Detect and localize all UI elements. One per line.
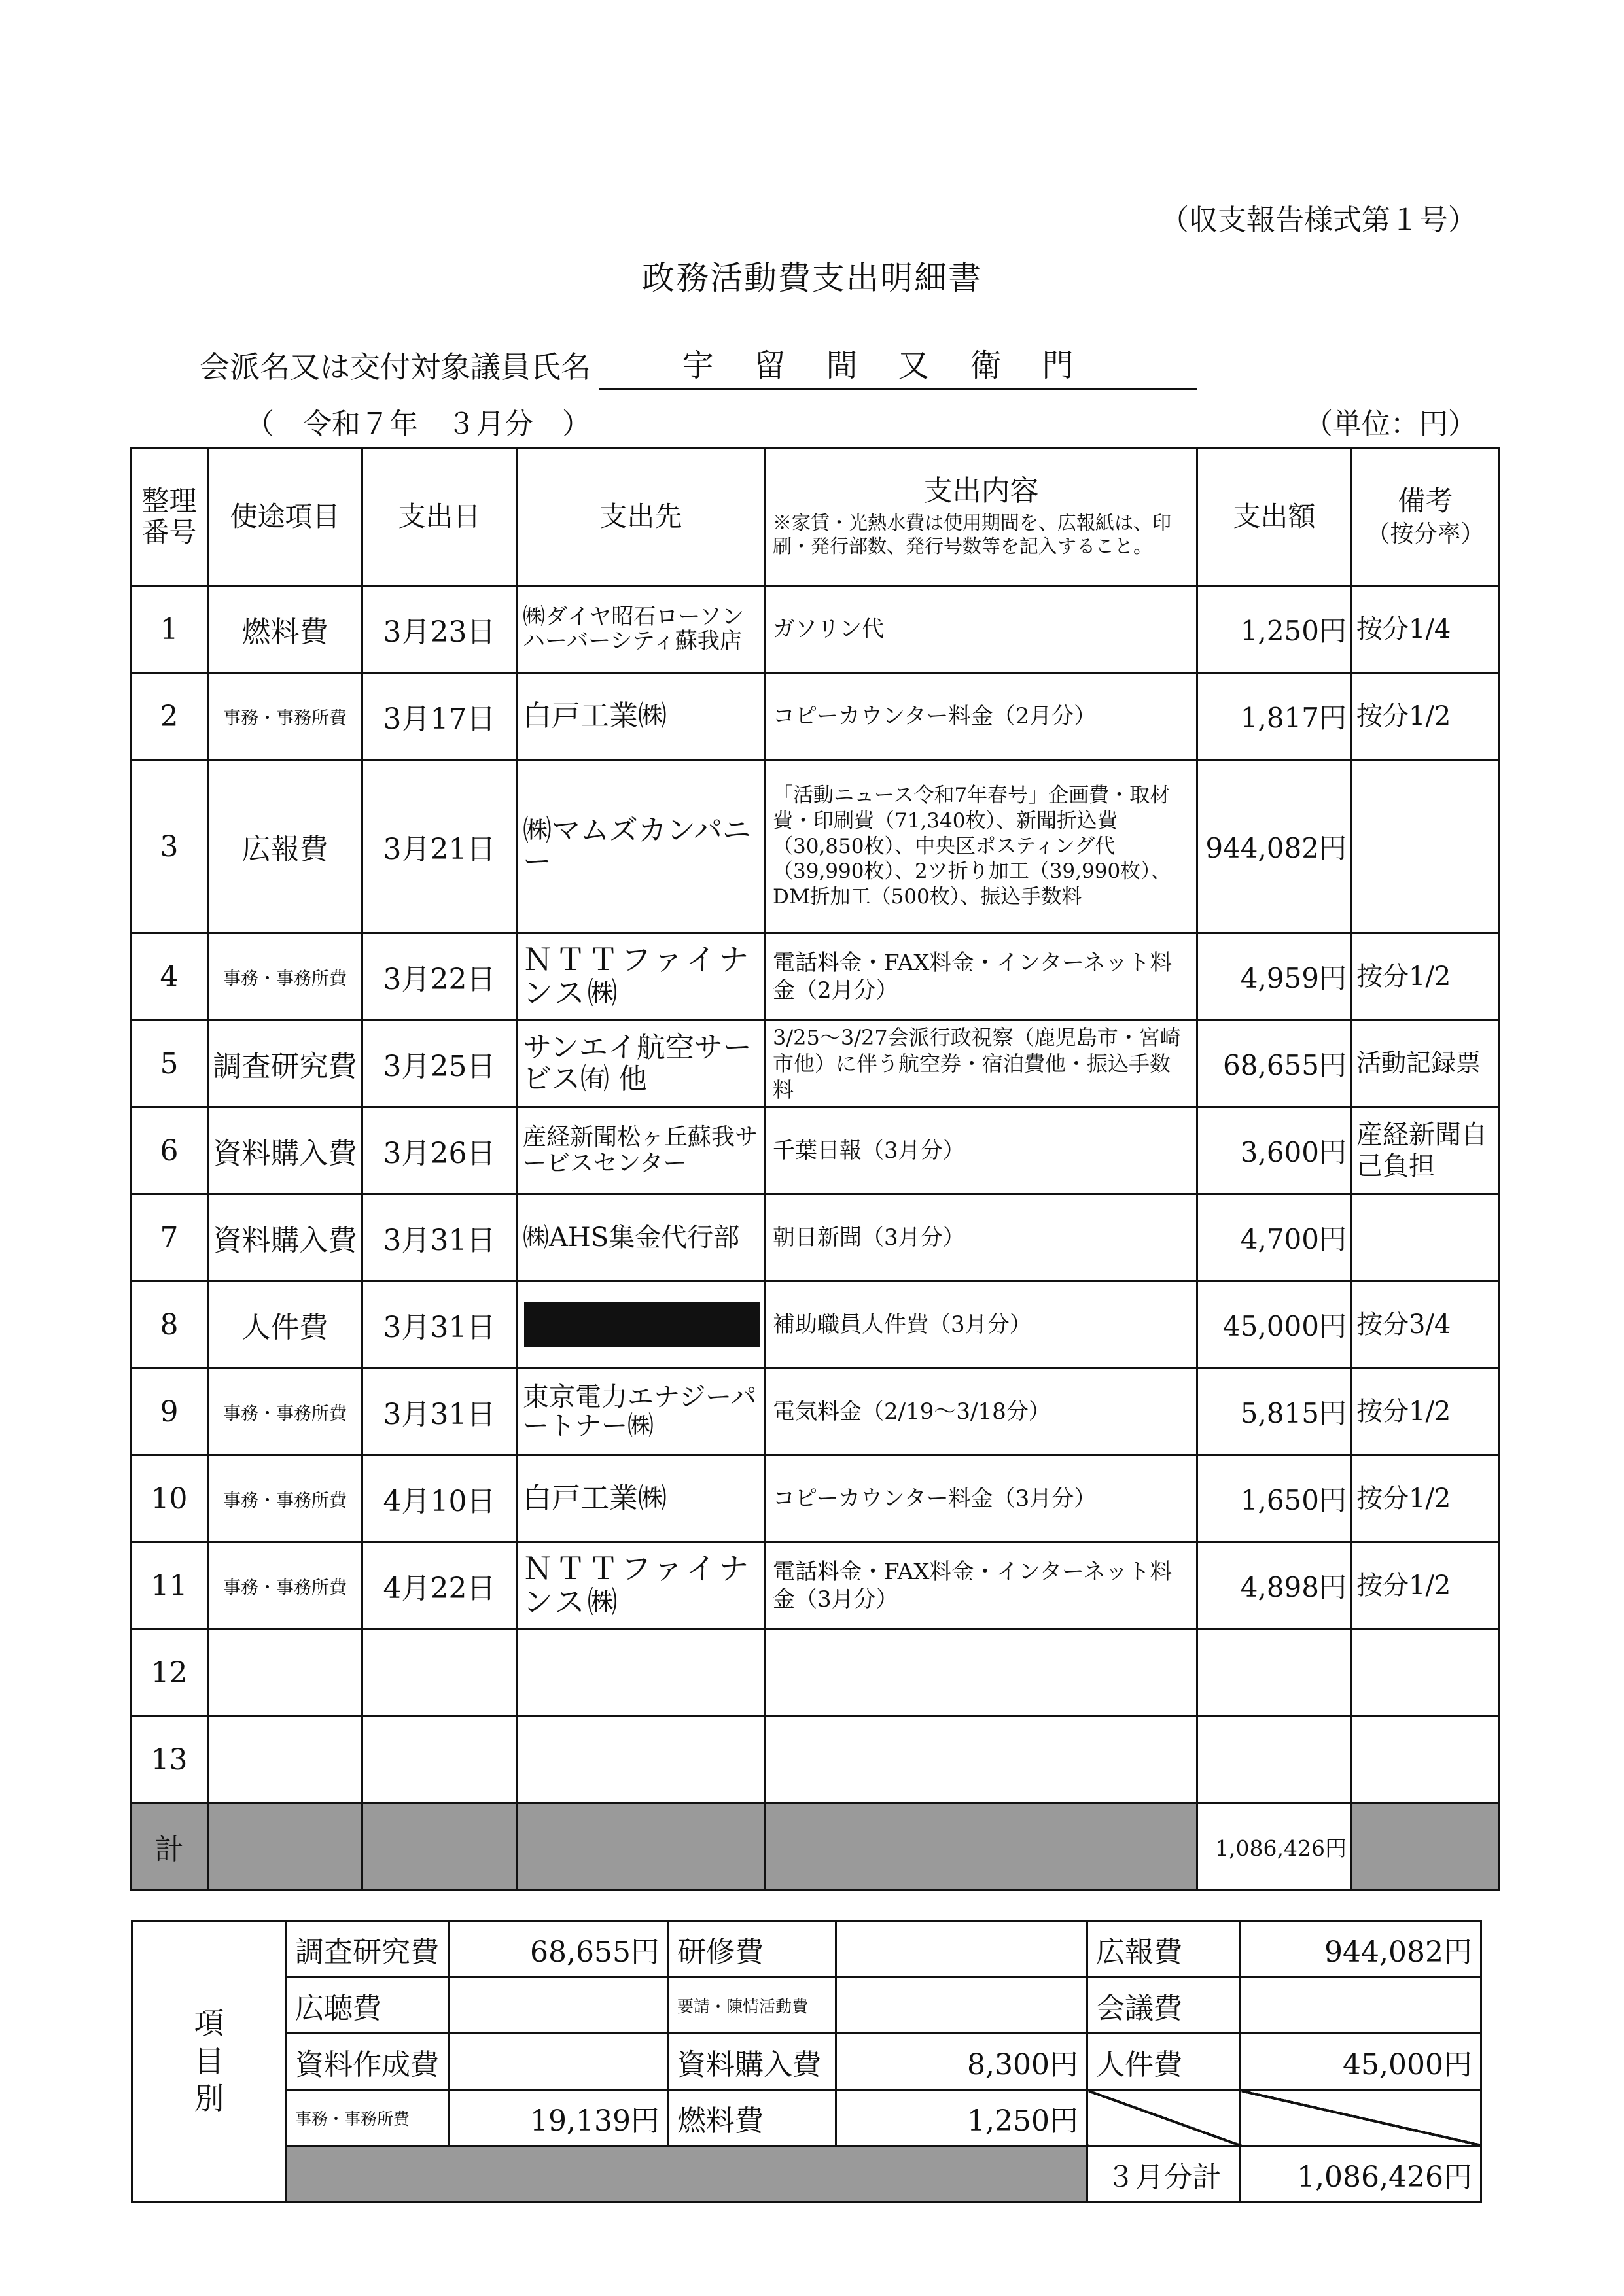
table-row xyxy=(131,760,1500,933)
row-amount xyxy=(1197,1629,1352,1716)
row-no: 13 xyxy=(131,1716,208,1803)
row-date: 3月21日 xyxy=(362,760,517,933)
table-row xyxy=(131,1716,1500,1803)
header-use: 使途項目 xyxy=(208,448,362,586)
row-date: 3月22日 xyxy=(362,933,517,1020)
row-remarks: 按分1/2 xyxy=(1352,1368,1500,1455)
row-payee: 白戸工業㈱ xyxy=(517,673,766,760)
table-row xyxy=(131,1368,1500,1455)
row-no: 6 xyxy=(131,1107,208,1194)
header-payee: 支出先 xyxy=(517,448,766,586)
category-summary-table xyxy=(131,1920,1482,2203)
row-contents: 電気料金（2/19～3/18分） xyxy=(766,1368,1197,1455)
row-no: 2 xyxy=(131,673,208,760)
row-amount: 3,600円 xyxy=(1197,1107,1352,1194)
header-remarks xyxy=(1352,448,1500,586)
expense-detail-table xyxy=(130,447,1500,1891)
value-office: 19,139円 xyxy=(449,2090,669,2146)
total-gray-cell xyxy=(208,1803,362,1890)
row-amount: 1,250円 xyxy=(1197,586,1352,673)
row-remarks: 按分1/2 xyxy=(1352,933,1500,1020)
summary-gray-cell xyxy=(287,2146,1087,2202)
row-no: 3 xyxy=(131,760,208,933)
value-material-creation xyxy=(449,2034,669,2090)
row-payee: ㈱マムズカンパニー xyxy=(517,760,766,933)
row-remarks xyxy=(1352,1716,1500,1803)
label-research: 調査研究費 xyxy=(287,1921,449,1977)
row-use: 資料購入費 xyxy=(208,1194,362,1281)
document-title: 政務活動費支出明細書 xyxy=(642,259,982,297)
header-contents-note: ※家賃・光熱水費は使用期間を、広報紙は、印刷・発行部数、発行号数等を記入すること。 xyxy=(773,512,1172,558)
row-payee: ㈱AHS集金代行部 xyxy=(517,1194,766,1281)
row-amount: 1,650円 xyxy=(1197,1455,1352,1542)
row-no: 10 xyxy=(131,1455,208,1542)
value-hearing xyxy=(449,1977,669,2034)
row-contents: コピーカウンター料金（3月分） xyxy=(766,1455,1197,1542)
row-date: 3月31日 xyxy=(362,1368,517,1455)
row-payee xyxy=(517,1716,766,1803)
row-remarks xyxy=(1352,1629,1500,1716)
row-use: 調査研究費 xyxy=(208,1020,362,1107)
table-row xyxy=(131,933,1500,1020)
row-no: 12 xyxy=(131,1629,208,1716)
label-meeting: 会議費 xyxy=(1087,1977,1241,2034)
label-office: 事務・事務所費 xyxy=(287,2090,449,2146)
row-amount: 4,898円 xyxy=(1197,1542,1352,1629)
label-petition: 要請・陳情活動費 xyxy=(669,1977,836,2034)
total-gray-cell xyxy=(766,1803,1197,1890)
row-use: 広報費 xyxy=(208,760,362,933)
row-payee: 東京電力エナジーパートナー㈱ xyxy=(517,1368,766,1455)
row-date: 4月22日 xyxy=(362,1542,517,1629)
label-month-total: ３月分計 xyxy=(1087,2146,1241,2202)
total-gray-cell xyxy=(362,1803,517,1890)
label-publicity: 広報費 xyxy=(1087,1921,1241,1977)
table-row xyxy=(131,1020,1500,1107)
row-payee-redacted xyxy=(517,1281,766,1368)
row-amount: 45,000円 xyxy=(1197,1281,1352,1368)
row-no: 9 xyxy=(131,1368,208,1455)
row-payee: 産経新聞松ヶ丘蘇我サービスセンター xyxy=(517,1107,766,1194)
value-month-total: 1,086,426円 xyxy=(1241,2146,1481,2202)
row-contents: 3/25～3/27会派行政視察（鹿児島市・宮崎市他）に伴う航空券・宿泊費他・振込手数料 xyxy=(766,1020,1197,1107)
row-remarks: 産経新聞自己負担 xyxy=(1352,1107,1500,1194)
redaction-bar xyxy=(524,1302,760,1347)
row-date: 3月26日 xyxy=(362,1107,517,1194)
row-date: 3月25日 xyxy=(362,1020,517,1107)
row-payee: ＮＴＴファイナンス㈱ xyxy=(517,933,766,1020)
row-remarks: 按分1/2 xyxy=(1352,1455,1500,1542)
row-remarks: 活動記録票 xyxy=(1352,1020,1500,1107)
header-contents xyxy=(766,448,1197,586)
member-name: 宇留間又衛門 xyxy=(599,340,1197,390)
row-date: 3月23日 xyxy=(362,586,517,673)
total-label: 計 xyxy=(131,1803,208,1890)
unit-label: （単位：円） xyxy=(1304,408,1477,441)
diagonal-empty-cell xyxy=(1241,2090,1481,2146)
category-side-label xyxy=(132,1921,287,2202)
row-date: 3月17日 xyxy=(362,673,517,760)
row-no: 4 xyxy=(131,933,208,1020)
row-use: 資料購入費 xyxy=(208,1107,362,1194)
value-material-purchase: 8,300円 xyxy=(836,2034,1087,2090)
row-payee: サンエイ航空サービス㈲ 他 xyxy=(517,1020,766,1107)
value-publicity: 944,082円 xyxy=(1241,1921,1481,1977)
label-training: 研修費 xyxy=(669,1921,836,1977)
row-no: 1 xyxy=(131,586,208,673)
label-material-creation: 資料作成費 xyxy=(287,2034,449,2090)
total-row xyxy=(131,1803,1500,1890)
table-row xyxy=(131,586,1500,673)
value-training xyxy=(836,1921,1087,1977)
header-remarks-label: 備考 xyxy=(1398,484,1453,517)
table-row xyxy=(131,1194,1500,1281)
row-contents: 電話料金・FAX料金・インターネット料金（2月分） xyxy=(766,933,1197,1020)
table-row xyxy=(131,1542,1500,1629)
header-remarks-sub: （按分率） xyxy=(1366,521,1485,548)
row-payee xyxy=(517,1629,766,1716)
label-hearing: 広聴費 xyxy=(287,1977,449,2034)
row-use xyxy=(208,1629,362,1716)
row-amount: 1,817円 xyxy=(1197,673,1352,760)
header-date: 支出日 xyxy=(362,448,517,586)
row-contents: ガソリン代 xyxy=(766,586,1197,673)
label-material-purchase: 資料購入費 xyxy=(669,2034,836,2090)
row-payee: ＮＴＴファイナンス㈱ xyxy=(517,1542,766,1629)
row-contents: コピーカウンター料金（2月分） xyxy=(766,673,1197,760)
period: （ 令和７年 ３月分 ） xyxy=(245,408,591,441)
value-personnel: 45,000円 xyxy=(1241,2034,1481,2090)
row-date xyxy=(362,1716,517,1803)
diagonal-empty-cell xyxy=(1087,2090,1241,2146)
value-research: 68,655円 xyxy=(449,1921,669,1977)
table-row xyxy=(131,1281,1500,1368)
table-header-row xyxy=(131,448,1500,586)
row-remarks xyxy=(1352,760,1500,933)
total-gray-cell xyxy=(517,1803,766,1890)
row-use: 人件費 xyxy=(208,1281,362,1368)
row-amount xyxy=(1197,1716,1352,1803)
label-fuel: 燃料費 xyxy=(669,2090,836,2146)
value-meeting xyxy=(1241,1977,1481,2034)
row-use: 事務・事務所費 xyxy=(208,933,362,1020)
row-remarks: 按分1/2 xyxy=(1352,1542,1500,1629)
row-use: 燃料費 xyxy=(208,586,362,673)
row-contents xyxy=(766,1629,1197,1716)
row-amount: 944,082円 xyxy=(1197,760,1352,933)
row-contents xyxy=(766,1716,1197,1803)
label-personnel: 人件費 xyxy=(1087,2034,1241,2090)
row-contents: 補助職員人件費（3月分） xyxy=(766,1281,1197,1368)
row-no: 11 xyxy=(131,1542,208,1629)
header-amount: 支出額 xyxy=(1197,448,1352,586)
table-row xyxy=(131,673,1500,760)
value-fuel: 1,250円 xyxy=(836,2090,1087,2146)
row-contents: 朝日新聞（3月分） xyxy=(766,1194,1197,1281)
total-amount: 1,086,426円 xyxy=(1197,1803,1352,1890)
row-amount: 68,655円 xyxy=(1197,1020,1352,1107)
row-remarks xyxy=(1352,1194,1500,1281)
member-name-label: 会派名又は交付対象議員氏名 xyxy=(200,349,591,385)
row-amount: 5,815円 xyxy=(1197,1368,1352,1455)
row-use: 事務・事務所費 xyxy=(208,673,362,760)
value-petition xyxy=(836,1977,1087,2034)
row-no: 5 xyxy=(131,1020,208,1107)
form-number: （収支報告様式第１号） xyxy=(1160,203,1477,237)
row-payee: 白戸工業㈱ xyxy=(517,1455,766,1542)
header-no: 整理番号 xyxy=(131,448,208,586)
row-use: 事務・事務所費 xyxy=(208,1368,362,1455)
row-date: 4月10日 xyxy=(362,1455,517,1542)
row-date xyxy=(362,1629,517,1716)
total-gray-cell xyxy=(1352,1803,1500,1890)
row-remarks: 按分3/4 xyxy=(1352,1281,1500,1368)
side-label-text: 項目別 xyxy=(194,2006,224,2117)
row-contents: 千葉日報（3月分） xyxy=(766,1107,1197,1194)
table-row xyxy=(131,1629,1500,1716)
row-amount: 4,700円 xyxy=(1197,1194,1352,1281)
row-no: 8 xyxy=(131,1281,208,1368)
row-use: 事務・事務所費 xyxy=(208,1542,362,1629)
row-use xyxy=(208,1716,362,1803)
row-date: 3月31日 xyxy=(362,1194,517,1281)
row-contents: 「活動ニュース令和7年春号」企画費・取材費・印刷費（71,340枚）、新聞折込費（30,850枚）、中央区ポスティング代（39,990枚）、2ツ折り加工（39,990枚）、DM折加工（500枚）、振込手数料 xyxy=(766,760,1197,933)
table-row xyxy=(131,1455,1500,1542)
row-date: 3月31日 xyxy=(362,1281,517,1368)
row-amount: 4,959円 xyxy=(1197,933,1352,1020)
row-contents: 電話料金・FAX料金・インターネット料金（3月分） xyxy=(766,1542,1197,1629)
header-contents-label: 支出内容 xyxy=(923,474,1039,508)
row-remarks: 按分1/2 xyxy=(1352,673,1500,760)
table-row xyxy=(131,1107,1500,1194)
row-payee: ㈱ダイヤ昭石ローソンハーバーシティ蘇我店 xyxy=(517,586,766,673)
row-no: 7 xyxy=(131,1194,208,1281)
row-remarks: 按分1/4 xyxy=(1352,586,1500,673)
row-use: 事務・事務所費 xyxy=(208,1455,362,1542)
